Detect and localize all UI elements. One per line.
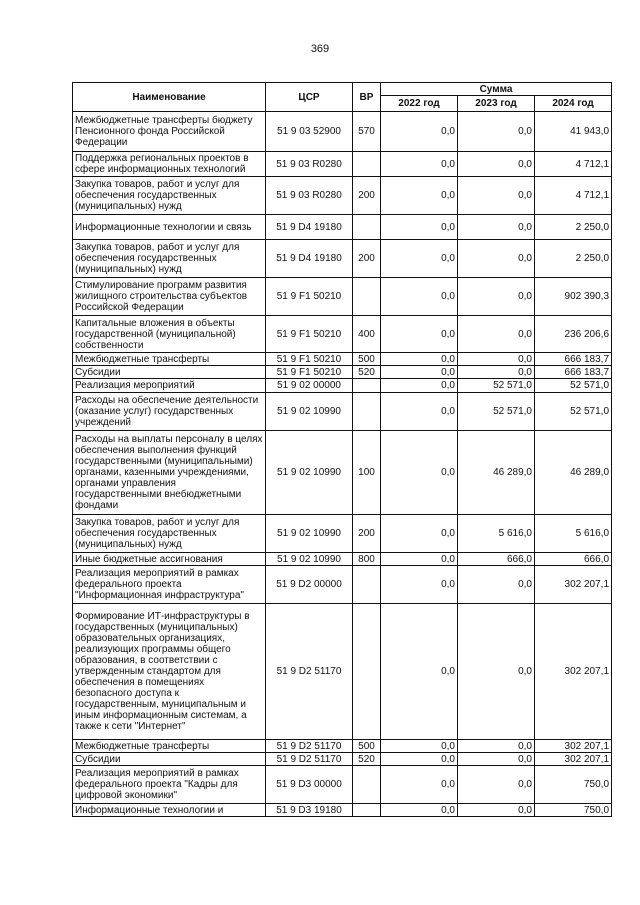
cell-2024: 52 571,0: [535, 379, 612, 393]
cell-csr: 51 9 03 R0280: [266, 177, 353, 215]
cell-2023: 0,0: [458, 278, 535, 316]
cell-2023: 0,0: [458, 152, 535, 177]
cell-name: Расходы на обеспечение деятельности (оказание услуг) государственных учреждений: [73, 393, 266, 431]
cell-vr: 100: [353, 431, 381, 515]
cell-2023: 0,0: [458, 215, 535, 240]
cell-csr: 51 9 D3 00000: [266, 766, 353, 804]
table-row: [73, 240, 612, 278]
table-row: [73, 753, 612, 766]
cell-name: Закупка товаров, работ и услуг для обеспечения государственных (муниципальных) нужд: [73, 240, 266, 278]
cell-csr: 51 9 D4 19180: [266, 240, 353, 278]
cell-2022: 0,0: [381, 515, 458, 553]
cell-2024: 302 207,1: [535, 566, 612, 604]
header-sum: Сумма: [381, 83, 612, 96]
cell-2023: 0,0: [458, 112, 535, 152]
cell-name: Расходы на выплаты персоналу в целях обеспечения выполнения функций государственными (муниципальными) органами, казенными учреждениями, органами управления государственными внебюджетными фондами: [73, 431, 266, 515]
cell-2023: 52 571,0: [458, 393, 535, 431]
cell-csr: 51 9 D2 51170: [266, 604, 353, 740]
cell-2023: 0,0: [458, 753, 535, 766]
cell-2022: 0,0: [381, 753, 458, 766]
cell-2022: 0,0: [381, 740, 458, 753]
cell-name: Поддержка региональных проектов в сфере информационных технологий: [73, 152, 266, 177]
cell-csr: 51 9 02 10990: [266, 393, 353, 431]
cell-name: Реализация мероприятий: [73, 379, 266, 393]
cell-2023: 5 616,0: [458, 515, 535, 553]
cell-name: Закупка товаров, работ и услуг для обеспечения государственных (муниципальных) нужд: [73, 515, 266, 553]
cell-name: Межбюджетные трансферты: [73, 740, 266, 753]
table-row: [73, 112, 612, 152]
cell-2022: 0,0: [381, 393, 458, 431]
cell-2024: 4 712,1: [535, 152, 612, 177]
cell-vr: [353, 804, 381, 817]
cell-2022: 0,0: [381, 353, 458, 366]
cell-vr: 800: [353, 553, 381, 566]
cell-vr: 200: [353, 515, 381, 553]
cell-2022: 0,0: [381, 604, 458, 740]
cell-2024: 41 943,0: [535, 112, 612, 152]
cell-2024: 236 206,6: [535, 316, 612, 353]
cell-2024: 666 183,7: [535, 366, 612, 379]
cell-name: Капитальные вложения в объекты государственной (муниципальной) собственности: [73, 316, 266, 353]
cell-2022: 0,0: [381, 112, 458, 152]
cell-vr: 500: [353, 740, 381, 753]
cell-vr: 520: [353, 753, 381, 766]
table-row: [73, 393, 612, 431]
cell-name: Формирование ИТ-инфраструктуры в государственных (муниципальных) образовательных организациях, реализующих программы общего образования, в соответствии с утвержденным стандартом для обеспечения в помещениях безопасного доступа к государственным, муниципальным и иным информационным системам, а также к сети "Интернет": [73, 604, 266, 740]
cell-2023: 0,0: [458, 766, 535, 804]
cell-vr: 200: [353, 240, 381, 278]
page-number: 369: [310, 43, 330, 55]
table-row: [73, 379, 612, 393]
cell-2024: 302 207,1: [535, 753, 612, 766]
cell-vr: [353, 215, 381, 240]
table-row: [73, 366, 612, 379]
cell-name: Информационные технологии и: [73, 804, 266, 817]
table-row: [73, 515, 612, 553]
cell-2023: 0,0: [458, 353, 535, 366]
table-row: [73, 215, 612, 240]
cell-2023: 0,0: [458, 804, 535, 817]
table-row: [73, 278, 612, 316]
cell-csr: 51 9 02 00000: [266, 379, 353, 393]
cell-2023: 0,0: [458, 604, 535, 740]
cell-2022: 0,0: [381, 379, 458, 393]
cell-name: Закупка товаров, работ и услуг для обеспечения государственных (муниципальных) нужд: [73, 177, 266, 215]
header-vr: ВР: [353, 83, 381, 112]
cell-vr: 570: [353, 112, 381, 152]
cell-2022: 0,0: [381, 316, 458, 353]
cell-2023: 52 571,0: [458, 379, 535, 393]
cell-2024: 302 207,1: [535, 604, 612, 740]
cell-2022: 0,0: [381, 177, 458, 215]
cell-2024: 5 616,0: [535, 515, 612, 553]
cell-csr: 51 9 F1 50210: [266, 278, 353, 316]
table-row: [73, 566, 612, 604]
cell-2022: 0,0: [381, 766, 458, 804]
cell-csr: 51 9 F1 50210: [266, 366, 353, 379]
cell-csr: 51 9 02 10990: [266, 515, 353, 553]
header-year-2024: 2024 год: [535, 96, 612, 112]
cell-name: Информационные технологии и связь: [73, 215, 266, 240]
cell-vr: [353, 152, 381, 177]
cell-2022: 0,0: [381, 152, 458, 177]
cell-vr: 400: [353, 316, 381, 353]
cell-vr: 200: [353, 177, 381, 215]
cell-2024: 666 183,7: [535, 353, 612, 366]
cell-2022: 0,0: [381, 553, 458, 566]
table-row: [73, 316, 612, 353]
cell-csr: 51 9 02 10990: [266, 431, 353, 515]
cell-2023: 0,0: [458, 366, 535, 379]
cell-vr: [353, 393, 381, 431]
cell-vr: 500: [353, 353, 381, 366]
table-row: [73, 152, 612, 177]
cell-csr: 51 9 03 R0280: [266, 152, 353, 177]
cell-csr: 51 9 03 52900: [266, 112, 353, 152]
cell-csr: 51 9 D2 51170: [266, 753, 353, 766]
cell-2022: 0,0: [381, 431, 458, 515]
table-row: [73, 553, 612, 566]
cell-vr: [353, 278, 381, 316]
cell-vr: [353, 604, 381, 740]
table-body: [73, 112, 612, 817]
cell-2024: 4 712,1: [535, 177, 612, 215]
cell-name: Субсидии: [73, 366, 266, 379]
cell-2023: 0,0: [458, 316, 535, 353]
cell-name: Реализация мероприятий в рамках федерального проекта "Информационная инфраструктура": [73, 566, 266, 604]
cell-csr: 51 9 D2 51170: [266, 740, 353, 753]
table-row: [73, 804, 612, 817]
cell-2024: 666,0: [535, 553, 612, 566]
cell-2023: 0,0: [458, 177, 535, 215]
cell-vr: [353, 379, 381, 393]
header-year-2023: 2023 год: [458, 96, 535, 112]
cell-2022: 0,0: [381, 366, 458, 379]
cell-name: Стимулирование программ развития жилищного строительства субъектов Российской Федерации: [73, 278, 266, 316]
cell-2023: 0,0: [458, 566, 535, 604]
cell-vr: [353, 566, 381, 604]
cell-csr: 51 9 D2 00000: [266, 566, 353, 604]
cell-2022: 0,0: [381, 566, 458, 604]
table-row: [73, 177, 612, 215]
cell-name: Иные бюджетные ассигнования: [73, 553, 266, 566]
table-row: [73, 431, 612, 515]
cell-2022: 0,0: [381, 240, 458, 278]
header-csr: ЦСР: [266, 83, 353, 112]
cell-2023: 666,0: [458, 553, 535, 566]
cell-2024: 46 289,0: [535, 431, 612, 515]
cell-2022: 0,0: [381, 804, 458, 817]
budget-table: [72, 82, 612, 817]
cell-2024: 302 207,1: [535, 740, 612, 753]
cell-2022: 0,0: [381, 215, 458, 240]
header-name: Наименование: [73, 83, 266, 112]
cell-2024: 750,0: [535, 766, 612, 804]
cell-csr: 51 9 D3 19180: [266, 804, 353, 817]
cell-vr: [353, 766, 381, 804]
cell-2022: 0,0: [381, 278, 458, 316]
table-row: [73, 740, 612, 753]
cell-name: Межбюджетные трансферты: [73, 353, 266, 366]
cell-vr: 520: [353, 366, 381, 379]
table-row: [73, 604, 612, 740]
cell-2024: 2 250,0: [535, 215, 612, 240]
cell-csr: 51 9 F1 50210: [266, 353, 353, 366]
cell-2024: 52 571,0: [535, 393, 612, 431]
cell-2024: 2 250,0: [535, 240, 612, 278]
cell-2023: 46 289,0: [458, 431, 535, 515]
cell-csr: 51 9 D4 19180: [266, 215, 353, 240]
cell-name: Субсидии: [73, 753, 266, 766]
cell-name: Реализация мероприятий в рамках федерального проекта "Кадры для цифровой экономики": [73, 766, 266, 804]
cell-csr: 51 9 02 10990: [266, 553, 353, 566]
table-row: [73, 353, 612, 366]
cell-2024: 902 390,3: [535, 278, 612, 316]
cell-2023: 0,0: [458, 240, 535, 278]
cell-csr: 51 9 F1 50210: [266, 316, 353, 353]
header-year-2022: 2022 год: [381, 96, 458, 112]
table-row: [73, 766, 612, 804]
table-header: [73, 83, 612, 112]
cell-2024: 750,0: [535, 804, 612, 817]
cell-name: Межбюджетные трансферты бюджету Пенсионного фонда Российской Федерации: [73, 112, 266, 152]
cell-2023: 0,0: [458, 740, 535, 753]
